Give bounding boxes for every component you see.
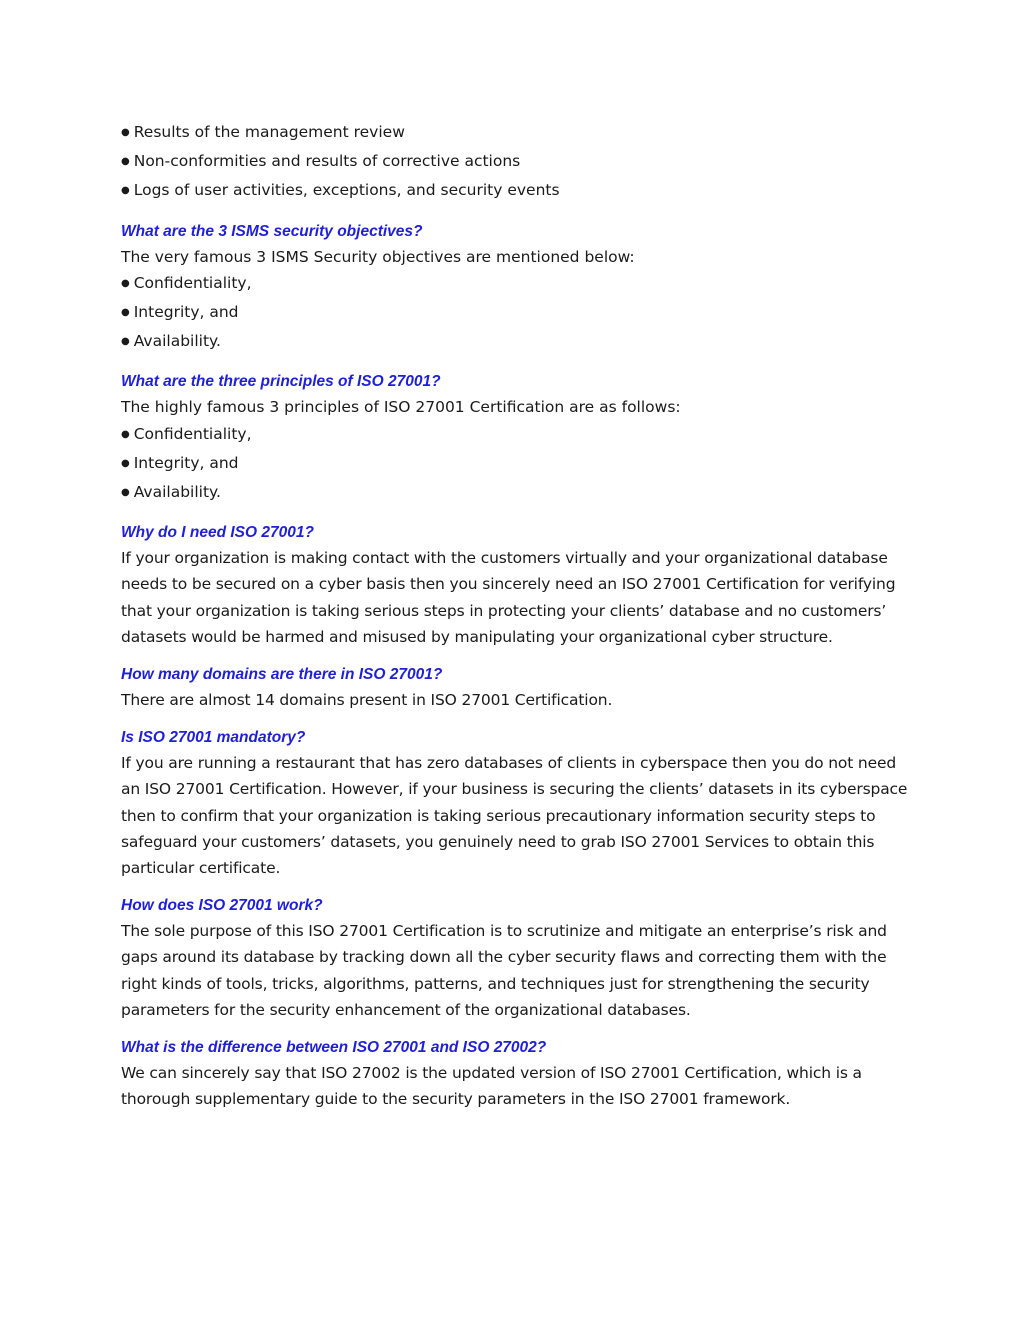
bullet-item: ● Results of the management review xyxy=(121,119,911,148)
bullet-item: ● Availability. xyxy=(121,328,911,357)
bullet-item: ● Confidentiality, xyxy=(121,421,911,450)
faq-difference xyxy=(121,1038,911,1112)
faq-answer: We can sincerely say that ISO 27002 is the updated version of ISO 27001 Certification, which is a thorough supplementary guide to the security parameters in the ISO 27001 framework. xyxy=(121,1064,862,1109)
faq-question: Is ISO 27001 mandatory? xyxy=(121,729,306,747)
faq-lead-text: The very famous 3 ISMS Security objectives are mentioned below: xyxy=(121,247,635,266)
bullet-item: ● Confidentiality, xyxy=(121,270,911,299)
bullet-item: ● Non-conformities and results of corrective actions xyxy=(121,148,911,177)
faq-question: Why do I need ISO 27001? xyxy=(121,524,314,542)
faq-question: What are the three principles of ISO 27001? xyxy=(121,373,441,391)
faq-mandatory xyxy=(121,728,911,881)
faq-question: What is the difference between ISO 27001 and ISO 27002? xyxy=(121,1039,547,1057)
faq-question: How many domains are there in ISO 27001? xyxy=(121,666,443,684)
faq-answer: If your organization is making contact with the customers virtually and your organizational database needs to be secured on a cyber basis then you sincerely need an ISO 27001 Certification for verifying that your organization is taking serious steps in protecting your clients’ database and no customers’ datasets would be harmed and misused by manipulating your organizational cyber structure. xyxy=(121,549,896,646)
faq-answer: The sole purpose of this ISO 27001 Certification is to scrutinize and mitigate an enterprise’s risk and gaps around its database by tracking down all the cyber security flaws and correcting them with the right kinds of tools, tricks, algorithms, patterns, and techniques just for strengthening the security parameters for the security enhancement of the organizational databases. xyxy=(121,922,887,1019)
document-page xyxy=(121,119,911,1112)
faq-domains xyxy=(121,665,911,713)
bullet-item: ● Logs of user activities, exceptions, and security events xyxy=(121,177,911,206)
intro-bullet-list xyxy=(121,119,911,207)
bullet-item: ● Availability. xyxy=(121,479,911,508)
faq-question: What are the 3 ISMS security objectives? xyxy=(121,222,423,240)
faq-lead-text: The highly famous 3 principles of ISO 27001 Certification are as follows: xyxy=(121,398,681,417)
faq-isms-objectives xyxy=(121,222,911,358)
faq-three-principles xyxy=(121,372,911,508)
faq-why-need xyxy=(121,523,911,650)
faq-how-work xyxy=(121,896,911,1023)
faq-question: How does ISO 27001 work? xyxy=(121,897,323,915)
faq-answer: If you are running a restaurant that has zero databases of clients in cyberspace then you do not need an ISO 27001 Certification. However, if your business is securing the clients’ datasets in its cyberspace then to confirm that your organization is taking serious precautionary information security steps to safeguard your customers’ datasets, you genuinely need to grab ISO 27001 Services to obtain this particular certificate. xyxy=(121,754,908,878)
bullet-item: ● Integrity, and xyxy=(121,299,911,328)
faq-answer: There are almost 14 domains present in ISO 27001 Certification. xyxy=(121,691,613,710)
bullet-item: ● Integrity, and xyxy=(121,450,911,479)
